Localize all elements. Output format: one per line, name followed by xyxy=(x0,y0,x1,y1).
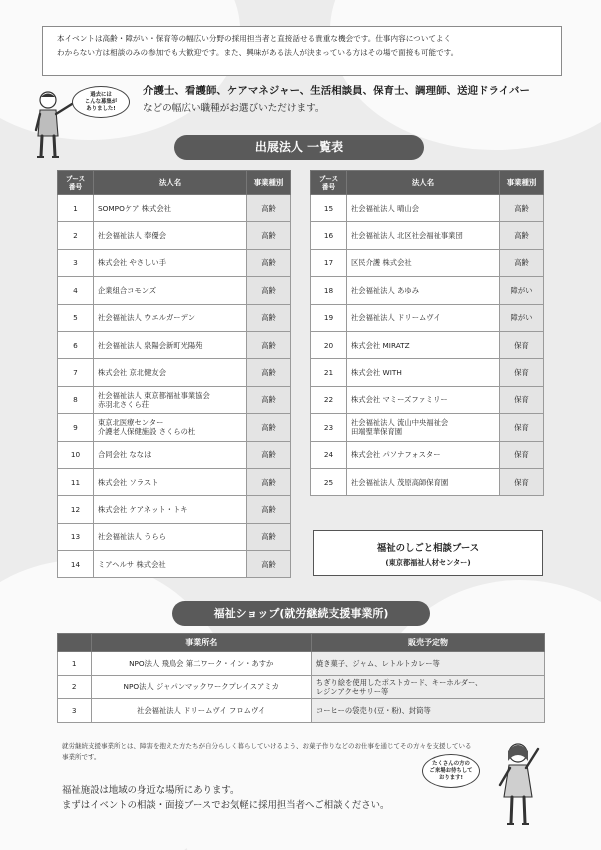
corporation-name-text: 株式会社 やさしい手 xyxy=(98,258,166,268)
corporation-name-header: 法人名 xyxy=(347,171,500,195)
business-category-text: 保育 xyxy=(514,368,529,378)
table-row xyxy=(58,699,545,723)
shop-number xyxy=(58,652,92,676)
booth-number-text: 3 xyxy=(73,258,78,268)
corporation-name-text: ミアヘルサ 株式会社 xyxy=(98,559,166,569)
corporation-name-text: 社会福祉法人 流山中央福祉会 xyxy=(351,418,449,428)
booth-number xyxy=(58,222,94,249)
exhibitor-table-left xyxy=(57,170,291,578)
table-row xyxy=(58,386,291,413)
booth-number-text: 19 xyxy=(323,313,334,323)
shop-number-text: 3 xyxy=(71,705,77,715)
business-category-text: 高齢 xyxy=(261,532,276,542)
corporation-name xyxy=(347,359,500,386)
booth-number xyxy=(311,249,347,276)
woman-waving-illustration xyxy=(488,735,548,830)
booth-number-text: 9 xyxy=(73,422,78,432)
booth-number xyxy=(58,523,94,550)
booth-number-text: 4 xyxy=(73,285,78,295)
table-row xyxy=(58,331,291,358)
booth-number-header xyxy=(58,171,94,195)
booth-number xyxy=(311,331,347,358)
shop-number xyxy=(58,675,92,699)
table-row xyxy=(58,675,545,699)
corporation-name xyxy=(347,414,500,441)
business-category xyxy=(247,551,291,578)
business-category-text: 保育 xyxy=(514,340,529,350)
corporation-name-text: 株式会社 ソラスト xyxy=(98,477,159,487)
table-row xyxy=(58,551,291,578)
business-category-text: 高齢 xyxy=(261,477,276,487)
corporation-name xyxy=(347,386,500,413)
table-row xyxy=(311,277,544,304)
corporation-name-text: 社会福祉法人 茂原高師保育園 xyxy=(351,477,449,487)
booth-number-text: 11 xyxy=(70,477,81,487)
shop-name-header: 事業所名 xyxy=(91,634,311,652)
table-row xyxy=(58,523,291,550)
business-category xyxy=(500,359,544,386)
closing-line: まずはイベントの相談・面接ブースでお気軽に採用担当者へご相談ください。 xyxy=(62,800,390,811)
bubble-text: 過去には xyxy=(90,92,112,98)
booth-number xyxy=(311,441,347,468)
booth-number xyxy=(58,496,94,523)
business-category xyxy=(247,222,291,249)
business-category-text: 保育 xyxy=(514,477,529,487)
business-category-text: 保育 xyxy=(514,450,529,460)
shop-goods xyxy=(311,675,544,699)
corporation-name-text: 社会福祉法人 あゆみ xyxy=(351,285,419,295)
booth-number-text: 18 xyxy=(323,285,334,295)
corporation-name xyxy=(94,551,247,578)
table-row xyxy=(58,496,291,523)
business-category-text: 高齢 xyxy=(514,203,529,213)
business-category-text: 高齢 xyxy=(261,258,276,268)
corporation-name xyxy=(347,277,500,304)
booth-number xyxy=(311,222,347,249)
table-row xyxy=(311,468,544,495)
booth-number xyxy=(311,304,347,331)
consultation-booth-title: 福祉のしごと相談ブース xyxy=(376,543,480,554)
table-row xyxy=(311,195,544,222)
corporation-name xyxy=(347,441,500,468)
business-category xyxy=(500,441,544,468)
booth-number-text: 13 xyxy=(70,532,81,542)
corporation-name xyxy=(347,195,500,222)
bubble-text: ありました! xyxy=(86,106,116,112)
corporation-name-text: 社会福祉法人 晴山会 xyxy=(351,203,419,213)
business-category xyxy=(500,195,544,222)
booth-number-text: 15 xyxy=(323,203,334,213)
corporation-name-text: 社会福祉法人 奉優会 xyxy=(98,231,166,241)
shop-name xyxy=(91,675,311,699)
shop-goods xyxy=(311,652,544,676)
shop-goods-text: コーヒーの袋売り(豆・粉)、封筒等 xyxy=(315,705,431,715)
shop-goods-text: ちぎり絵を使用したポストカード、キーホルダー、 xyxy=(315,677,483,687)
corporation-name-text: 社会福祉法人 東京都福祉事業協会 xyxy=(98,390,210,400)
corporation-name-text: 社会福祉法人 北区社会福祉事業団 xyxy=(351,231,463,241)
booth-number xyxy=(311,277,347,304)
business-category-text: 高齢 xyxy=(261,231,276,241)
booth-number xyxy=(311,468,347,495)
corporation-name xyxy=(94,468,247,495)
booth-number xyxy=(311,414,347,441)
corporation-name xyxy=(94,523,247,550)
business-category xyxy=(247,496,291,523)
booth-number xyxy=(58,468,94,495)
occupation-note: などの幅広い職種がお選びいただけます。 xyxy=(143,103,325,114)
booth-number-text: 14 xyxy=(70,559,81,569)
booth-number-header xyxy=(311,171,347,195)
occupation-list: 介護士、看護師、ケアマネジャー、生活相談員、保育士、調理師、送迎ドライバー xyxy=(143,85,531,97)
bubble-text: ご来場お待ちして xyxy=(429,768,473,774)
business-category-text: 高齢 xyxy=(261,395,276,405)
table-row xyxy=(311,222,544,249)
booth-number-text: 2 xyxy=(73,231,78,241)
business-category-text: 高齢 xyxy=(261,450,276,460)
booth-number-text: 7 xyxy=(73,368,78,378)
corporation-name-text: 社会福祉法人 うらら xyxy=(98,532,166,542)
booth-number xyxy=(58,304,94,331)
corporation-name-header: 法人名 xyxy=(94,171,247,195)
table-row xyxy=(311,359,544,386)
booth-number xyxy=(311,386,347,413)
business-category-text: 障がい xyxy=(510,313,533,323)
corporation-name xyxy=(94,277,247,304)
shop-goods-text: 焼き菓子、ジャム、レトルトカレー等 xyxy=(315,658,440,668)
booth-number xyxy=(58,249,94,276)
shop-name xyxy=(91,652,311,676)
table-row xyxy=(311,331,544,358)
consultation-booth-box xyxy=(313,530,543,576)
shop-name-text: NPO法人 飛鳥会 第二ワーク・イン・あすか xyxy=(129,658,274,668)
business-category-text: 高齢 xyxy=(261,285,276,295)
booth-number xyxy=(58,359,94,386)
corporation-name xyxy=(94,414,247,441)
booth-number-text: 25 xyxy=(323,477,334,487)
corporation-name xyxy=(347,331,500,358)
corporation-name-text: 株式会社 マミーズファミリー xyxy=(351,395,448,405)
footnote-line: 就労継続支援事業所とは、障害を抱えた方たちが自分らしく暮らしていけるよう、お菓子作りなどのお仕事を通じてその方々を支援している xyxy=(62,742,472,750)
table-row xyxy=(58,359,291,386)
closing-line: 福祉施設は地域の身近な場所にあります。 xyxy=(62,785,240,796)
table-row xyxy=(311,386,544,413)
business-category-text: 保育 xyxy=(514,422,529,432)
business-category-text: 保育 xyxy=(514,395,529,405)
shop-number-text: 2 xyxy=(71,682,77,692)
corporation-name-text: 田端聖華保育園 xyxy=(351,427,403,437)
booth-number-text: 10 xyxy=(70,450,81,460)
bubble-text: こんな募集が xyxy=(84,99,118,105)
booth-number xyxy=(58,195,94,222)
corporation-name-text: 社会福祉法人 ウエルガーデン xyxy=(98,313,196,323)
booth-number-text: 1 xyxy=(73,203,78,213)
booth-number-text: 24 xyxy=(323,450,334,460)
booth-number-text: 6 xyxy=(73,340,78,350)
booth-number-text: 16 xyxy=(323,231,334,241)
business-category-text: 高齢 xyxy=(261,368,276,378)
corporation-name-text: 株式会社 京北健友会 xyxy=(98,368,166,378)
shop-goods xyxy=(311,699,544,723)
shop-number-header xyxy=(58,634,92,652)
booth-number xyxy=(311,195,347,222)
corporation-name-text: SOMPOケア 株式会社 xyxy=(98,203,171,213)
business-category-text: 高齢 xyxy=(261,203,276,213)
booth-number xyxy=(311,359,347,386)
corporation-name-text: 株式会社 ケアネット・トキ xyxy=(98,504,188,514)
business-category xyxy=(500,414,544,441)
corporation-name xyxy=(94,496,247,523)
corporation-name-text: 社会福祉法人 ドリームヴイ xyxy=(351,313,441,323)
business-category xyxy=(247,523,291,550)
welfare-shop-table xyxy=(57,633,545,723)
table-row xyxy=(311,414,544,441)
business-category-text: 高齢 xyxy=(261,340,276,350)
business-category-text: 高齢 xyxy=(514,258,529,268)
bubble-text: たくさんの方の xyxy=(432,761,470,767)
event-notice-box xyxy=(42,26,562,76)
bubble-text: おります! xyxy=(438,775,464,781)
business-category xyxy=(500,331,544,358)
corporation-name-text: 赤羽北さくら荘 xyxy=(98,399,150,409)
corporation-name-text: 介護老人保健施設 さくらの杜 xyxy=(98,427,196,437)
booth-number xyxy=(58,386,94,413)
corporation-name xyxy=(94,441,247,468)
table-row xyxy=(58,304,291,331)
corporation-name xyxy=(94,386,247,413)
booth-number-text: 23 xyxy=(323,422,334,432)
shop-goods-header: 販売予定物 xyxy=(311,634,544,652)
corporation-name-text: 株式会社 WITH xyxy=(351,368,402,378)
business-category-header: 事業種別 xyxy=(500,171,544,195)
corporation-name-text: 株式会社 MIRATZ xyxy=(351,340,410,350)
welfare-shop-title: 福祉ショップ(就労継続支援事業所) xyxy=(172,601,430,626)
corporation-name xyxy=(94,359,247,386)
shop-name xyxy=(91,699,311,723)
table-row xyxy=(58,222,291,249)
business-category xyxy=(500,386,544,413)
header-text: ブース xyxy=(318,174,339,183)
corporation-name xyxy=(347,222,500,249)
business-category xyxy=(247,249,291,276)
corporation-name xyxy=(347,249,500,276)
booth-number xyxy=(58,414,94,441)
notice-line: わからない方は相談のみの参加でも大歓迎です。また、興味がある法人が決まっている方はその場で面接も可能です。 xyxy=(57,48,459,57)
booth-number xyxy=(58,331,94,358)
corporation-name-text: 区民介護 株式会社 xyxy=(351,258,412,268)
booth-number-text: 20 xyxy=(323,340,334,350)
exhibitor-list-title: 出展法人 一覧表 xyxy=(174,135,424,160)
business-category-header: 事業種別 xyxy=(247,171,291,195)
business-category xyxy=(500,468,544,495)
corporation-name xyxy=(94,195,247,222)
business-category xyxy=(500,277,544,304)
header-text: 番号 xyxy=(68,182,83,191)
booth-number-text: 5 xyxy=(73,313,78,323)
business-category xyxy=(500,222,544,249)
table-row xyxy=(311,304,544,331)
table-row xyxy=(311,249,544,276)
header-text: 番号 xyxy=(321,182,336,191)
booth-number-text: 17 xyxy=(323,258,334,268)
shop-number xyxy=(58,699,92,723)
shop-name-text: NPO法人 ジャパンマックワークプレイスアミカ xyxy=(123,682,279,692)
business-category xyxy=(247,414,291,441)
booth-number xyxy=(58,277,94,304)
corporation-name xyxy=(94,249,247,276)
corporation-name-text: 社会福祉法人 泉陽会新町光陽苑 xyxy=(98,340,203,350)
business-category-text: 高齢 xyxy=(261,559,276,569)
corporation-name-text: 東京北医療センター xyxy=(98,418,164,428)
table-row xyxy=(58,195,291,222)
business-category xyxy=(500,249,544,276)
shop-number-text: 1 xyxy=(71,658,77,668)
business-category xyxy=(247,304,291,331)
business-category xyxy=(247,331,291,358)
booth-number xyxy=(58,551,94,578)
table-row xyxy=(58,249,291,276)
corporation-name xyxy=(94,304,247,331)
shop-goods-text: レジンアクセサリー等 xyxy=(315,686,389,696)
booth-number-text: 12 xyxy=(70,504,81,514)
exhibitor-table-right xyxy=(310,170,544,496)
business-category xyxy=(247,468,291,495)
corporation-name xyxy=(347,304,500,331)
table-row xyxy=(58,652,545,676)
header-text: ブース xyxy=(65,174,86,183)
table-row xyxy=(58,468,291,495)
shop-name-text: 社会福祉法人 ドリームヴイ フロムヴイ xyxy=(137,705,266,715)
business-category xyxy=(247,386,291,413)
booth-number-text: 22 xyxy=(323,395,334,405)
corporation-name xyxy=(94,222,247,249)
business-category-text: 高齢 xyxy=(261,313,276,323)
business-category-text: 障がい xyxy=(510,285,533,295)
corporation-name-text: 株式会社 パソナフォスター xyxy=(351,450,441,460)
corporation-name xyxy=(94,331,247,358)
corporation-name-text: 企業組合コモンズ xyxy=(98,285,157,295)
business-category xyxy=(247,195,291,222)
notice-line: 本イベントは高齢・障がい・保育等の幅広い分野の採用担当者と直接話せる貴重な機会です。仕事内容についてよく xyxy=(57,34,452,43)
table-row xyxy=(58,441,291,468)
table-row xyxy=(58,414,291,441)
booth-number xyxy=(58,441,94,468)
business-category-text: 高齢 xyxy=(514,231,529,241)
business-category-text: 高齢 xyxy=(261,422,276,432)
corporation-name-text: 合同会社 ななは xyxy=(98,450,152,460)
business-category xyxy=(247,277,291,304)
booth-number-text: 8 xyxy=(73,395,78,405)
closing-message xyxy=(62,783,389,813)
shop-footnote xyxy=(62,741,552,763)
business-category xyxy=(247,359,291,386)
booth-number-text: 21 xyxy=(323,368,334,378)
business-category-text: 高齢 xyxy=(261,504,276,514)
corporation-name xyxy=(347,468,500,495)
footnote-line: 事業所です。 xyxy=(62,753,101,761)
speech-bubble-welcome xyxy=(422,754,480,788)
business-category xyxy=(247,441,291,468)
table-row xyxy=(58,277,291,304)
speech-bubble-past-recruitment xyxy=(72,86,130,118)
table-row xyxy=(311,441,544,468)
business-category xyxy=(500,304,544,331)
man-pointing-illustration xyxy=(32,88,78,160)
consultation-booth-subtitle: (東京都福祉人材センター) xyxy=(385,558,471,567)
